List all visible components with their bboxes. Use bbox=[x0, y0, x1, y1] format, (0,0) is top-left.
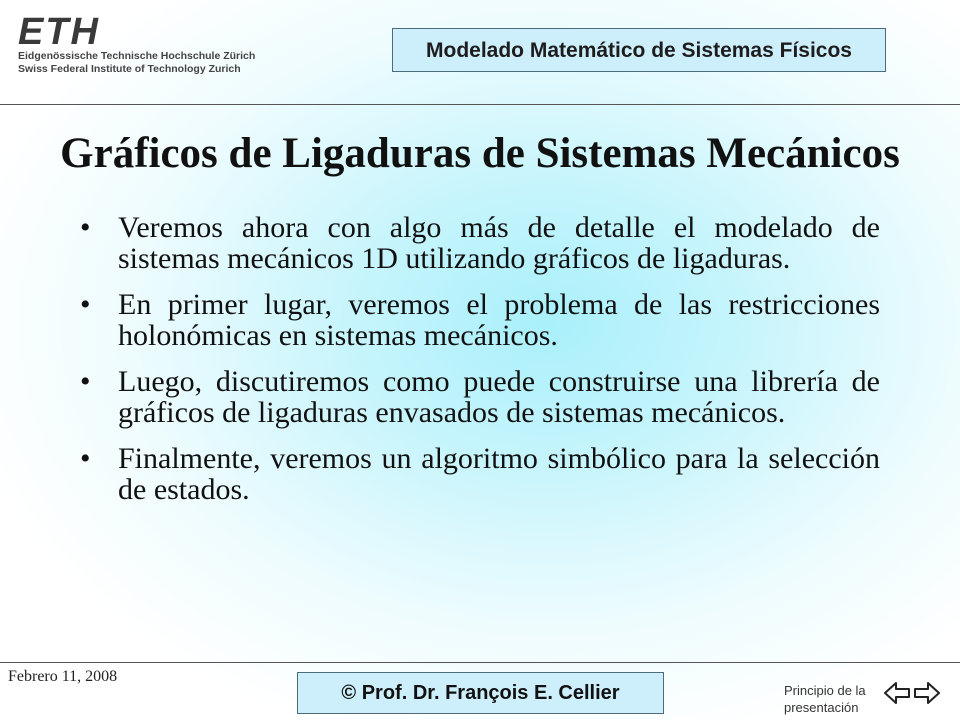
arrow-left-outline-icon[interactable] bbox=[883, 680, 911, 706]
course-title: Modelado Matemático de Sistemas Físicos bbox=[426, 39, 852, 62]
arrow-right-outline-icon[interactable] bbox=[913, 680, 941, 706]
bullet-text: Luego, discutiremos como puede construirse una librería de gráficos de ligaduras envasados de sistemas mecánicos. bbox=[118, 365, 880, 429]
bullet-item bbox=[80, 289, 880, 351]
bullet-marker: • bbox=[80, 211, 91, 244]
bullet-item bbox=[80, 366, 880, 428]
header-divider bbox=[0, 104, 960, 105]
eth-logo-mark: ETH bbox=[18, 11, 100, 53]
eth-logo bbox=[18, 11, 268, 84]
institution-name-english: Swiss Federal Institute of Technology Zurich bbox=[18, 63, 241, 75]
bullet-item bbox=[80, 443, 880, 505]
bullet-marker: • bbox=[80, 288, 91, 321]
bullet-text: Veremos ahora con algo más de detalle el modelado de sistemas mecánicos 1D utilizando gráficos de ligaduras. bbox=[118, 211, 880, 275]
institution-name-german: Eidgenössische Technische Hochschule Zürich bbox=[18, 50, 256, 62]
bullet-marker: • bbox=[80, 365, 91, 398]
bullet-list bbox=[80, 212, 880, 520]
footer-divider bbox=[0, 662, 960, 663]
bullet-text: En primer lugar, veremos el problema de las restricciones holonómicas en sistemas mecánicos. bbox=[118, 288, 880, 352]
bullet-marker: • bbox=[80, 442, 91, 475]
slide-title: Gráficos de Ligaduras de Sistemas Mecánicos bbox=[60, 130, 900, 177]
bullet-text: Finalmente, veremos un algoritmo simbólico para la selección de estados. bbox=[118, 442, 880, 506]
bullet-item bbox=[80, 212, 880, 274]
nav-home-link[interactable]: Principio de la presentación bbox=[784, 683, 866, 715]
slide-date: Febrero 11, 2008 bbox=[8, 668, 118, 685]
author-credit: © Prof. Dr. François E. Cellier bbox=[297, 672, 664, 714]
